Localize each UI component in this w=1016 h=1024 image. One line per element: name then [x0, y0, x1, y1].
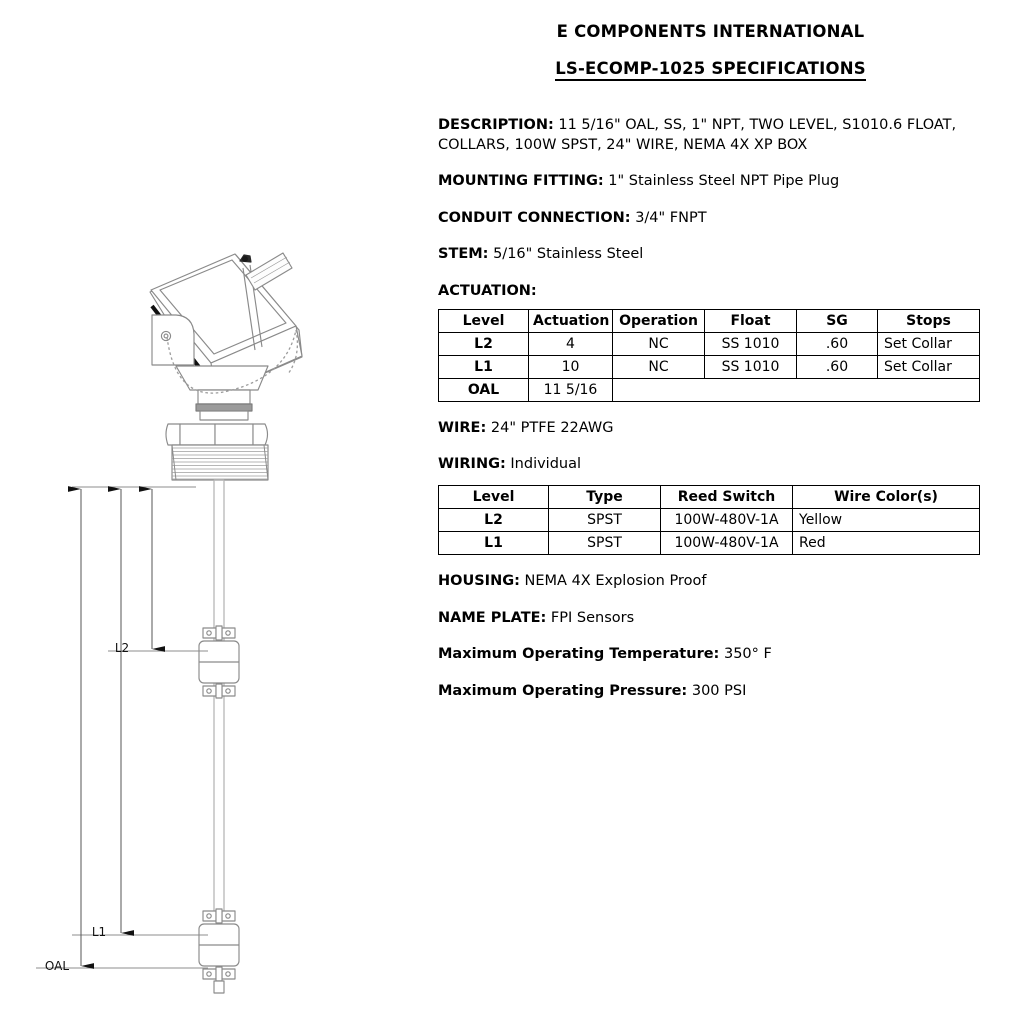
cell-operation: NC — [613, 332, 705, 355]
column-header-operation: Operation — [613, 309, 705, 332]
spec-actuation-label: ACTUATION: — [438, 282, 537, 299]
spec-max-temperature-label: Maximum Operating Temperature: — [438, 646, 720, 663]
spec-wire — [438, 419, 983, 439]
column-header-level: Level — [439, 309, 529, 332]
spec-max-pressure-value: 300 PSI — [691, 682, 747, 699]
spec-description-value: 11 5/16" OAL, SS, 1" NPT, TWO LEVEL, S1010.6 FLOAT, COLLARS, 100W SPST, 24" WIRE, NEMA 4X XP BOX — [438, 117, 957, 153]
table-row — [439, 355, 980, 378]
cell-stops: Set Collar — [878, 332, 980, 355]
float-l1 — [199, 909, 239, 993]
float-l2 — [199, 626, 239, 698]
spec-max-pressure — [438, 682, 983, 702]
spec-stem-value: 5/16" Stainless Steel — [493, 246, 644, 263]
dimension-lines — [36, 487, 208, 968]
column-header-sg: SG — [797, 309, 878, 332]
dimension-arrows — [81, 489, 152, 966]
spec-wiring — [438, 455, 983, 475]
cell-level: L1 — [439, 355, 529, 378]
spec-wire-value: 24" PTFE 22AWG — [490, 419, 614, 436]
specification-column — [438, 0, 983, 701]
cell-float: SS 1010 — [705, 332, 797, 355]
spec-mounting-fitting-value: 1" Stainless Steel NPT Pipe Plug — [608, 173, 840, 190]
page-title — [438, 59, 983, 78]
spec-stem — [438, 245, 983, 265]
spec-max-pressure-label: Maximum Operating Pressure: — [438, 682, 688, 699]
dimension-label-l2: L2 — [114, 641, 130, 655]
float-switch-drawing — [0, 0, 438, 1024]
cell-level: OAL — [439, 378, 529, 401]
page-title-text: LS-ECOMP-1025 SPECIFICATIONS — [555, 59, 866, 81]
cell-level: L2 — [439, 508, 549, 531]
cell-wire-color: Red — [793, 531, 980, 554]
cell-level: L1 — [439, 531, 549, 554]
spec-wire-label: WIRE: — [438, 419, 487, 436]
table-row — [439, 531, 980, 554]
cell-reed-switch: 100W-480V-1A — [661, 531, 793, 554]
column-header-stops: Stops — [878, 309, 980, 332]
table-row — [439, 508, 980, 531]
table-row — [439, 332, 980, 355]
cell-reed-switch: 100W-480V-1A — [661, 508, 793, 531]
cell-wire-color: Yellow — [793, 508, 980, 531]
company-title: E COMPONENTS INTERNATIONAL — [556, 22, 865, 41]
dimension-label-l1: L1 — [91, 925, 107, 939]
spec-housing-value: NEMA 4X Explosion Proof — [524, 572, 707, 589]
cell-actuation: 11 5/16 — [529, 378, 613, 401]
column-header-type: Type — [549, 485, 661, 508]
actuation-table — [438, 309, 980, 402]
spec-conduit-connection-label: CONDUIT CONNECTION: — [438, 209, 631, 226]
table-header-row — [439, 309, 980, 332]
explosion-proof-housing — [150, 253, 302, 420]
table-row — [439, 378, 980, 401]
cell-empty — [613, 378, 980, 401]
spec-housing-label: HOUSING: — [438, 572, 520, 589]
spec-name-plate — [438, 609, 983, 629]
spec-mounting-fitting-label: MOUNTING FITTING: — [438, 173, 604, 190]
spec-conduit-connection-value: 3/4" FNPT — [635, 209, 707, 226]
cell-actuation: 4 — [529, 332, 613, 355]
column-header-float: Float — [705, 309, 797, 332]
column-header-wire-color: Wire Color(s) — [793, 485, 980, 508]
dimension-label-oal: OAL — [44, 959, 70, 973]
spec-conduit-connection — [438, 209, 983, 229]
spec-wiring-value: Individual — [510, 456, 582, 473]
cell-sg: .60 — [797, 332, 878, 355]
cell-actuation: 10 — [529, 355, 613, 378]
cell-stops: Set Collar — [878, 355, 980, 378]
column-header-level: Level — [439, 485, 549, 508]
cell-float: SS 1010 — [705, 355, 797, 378]
spec-wiring-label: WIRING: — [438, 456, 506, 473]
cell-type: SPST — [549, 508, 661, 531]
spec-mounting-fitting — [438, 172, 983, 192]
spec-stem-label: STEM: — [438, 246, 489, 263]
spec-name-plate-value: FPI Sensors — [550, 609, 635, 626]
spec-description — [438, 116, 983, 155]
spec-description-label: DESCRIPTION: — [438, 117, 554, 133]
wiring-table — [438, 485, 980, 555]
cell-sg: .60 — [797, 355, 878, 378]
column-header-actuation: Actuation — [529, 309, 613, 332]
cell-level: L2 — [439, 332, 529, 355]
column-header-reed-switch: Reed Switch — [661, 485, 793, 508]
spec-max-temperature-value: 350° F — [723, 646, 772, 663]
spec-name-plate-label: NAME PLATE: — [438, 609, 547, 626]
cell-operation: NC — [613, 355, 705, 378]
spec-max-temperature — [438, 645, 983, 665]
spec-housing — [438, 572, 983, 592]
table-header-row — [439, 485, 980, 508]
cell-type: SPST — [549, 531, 661, 554]
npt-pipe-plug — [166, 424, 268, 480]
